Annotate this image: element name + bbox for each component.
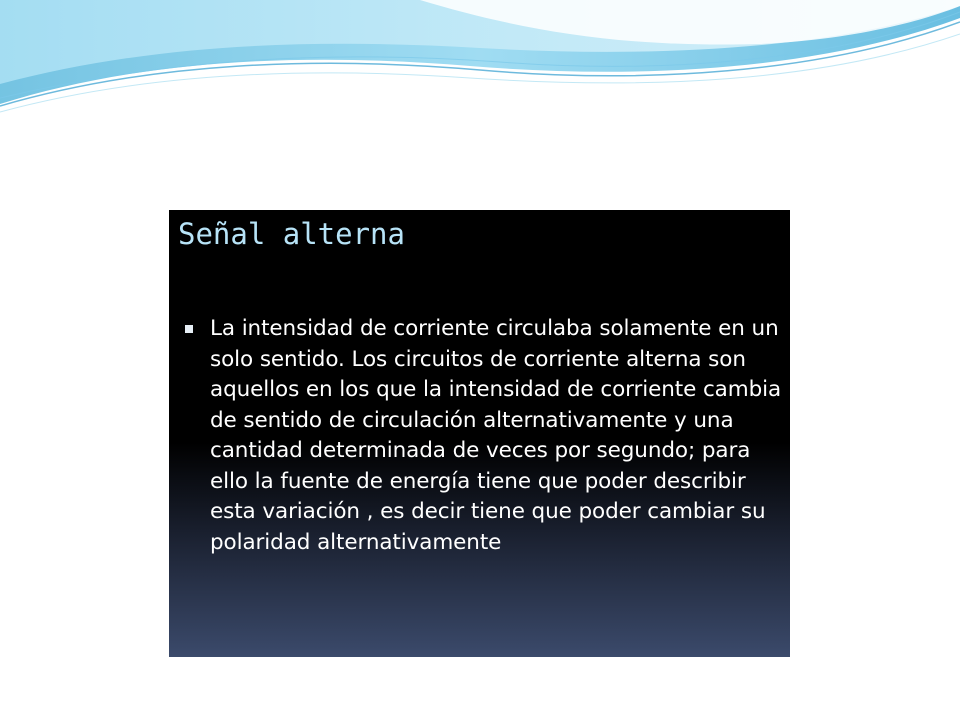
slide-title: Señal alterna — [178, 217, 405, 251]
bullet-text: La intensidad de corriente circulaba solamente en un solo sentido. Los circuitos de corriente alterna son aquellos en los que la intensidad de corriente cambia de sentido de circulación alternativamente y una cantidad determinada de veces por segundo; para ello la fuente de energía tiene que poder describir esta variación , es decir tiene que poder cambiar su polaridad alternativamente — [210, 316, 782, 555]
header-wave-decoration — [0, 0, 960, 120]
bullet-list — [183, 314, 783, 558]
content-panel — [169, 210, 790, 657]
bullet-item — [183, 314, 783, 558]
square-bullet-icon — [185, 325, 193, 333]
